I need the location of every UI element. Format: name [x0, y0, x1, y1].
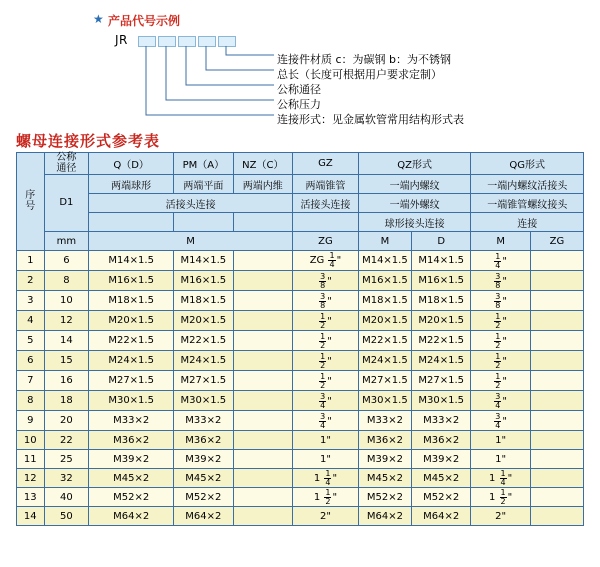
header-group-qg: QG形式 — [471, 153, 584, 175]
row-qz-m: M22×1.5 — [358, 331, 411, 351]
table-row — [17, 251, 584, 271]
header-sub-d-qz: D — [411, 232, 470, 251]
row-qz-d: M18×1.5 — [411, 291, 470, 311]
header-qz-ball-joint: 球形接头连接 — [358, 213, 471, 232]
table-row — [17, 411, 584, 431]
row-nominal-diameter: 40 — [44, 488, 89, 507]
row-qg-m: $\frac{1}{2}$ " — [471, 311, 530, 331]
row-nz-thread — [233, 507, 292, 526]
row-qz-m: M14×1.5 — [358, 251, 411, 271]
row-qz-d: M45×2 — [411, 469, 470, 488]
row-qg-zg — [530, 311, 583, 331]
header-serial: 序 号 — [17, 153, 45, 251]
row-gz-thread: ZG $\frac{1}{4}$ " — [293, 251, 359, 271]
row-q-thread: M52×2 — [89, 488, 174, 507]
row-serial: 14 — [17, 507, 45, 526]
header-gz-desc: 两端锥管 — [293, 175, 359, 194]
row-q-thread: M64×2 — [89, 507, 174, 526]
row-qg-m: $\frac{3}{4}$ " — [471, 391, 530, 411]
header-unit-mm: mm — [44, 232, 89, 251]
row-nominal-diameter: 32 — [44, 469, 89, 488]
row-qz-m: M39×2 — [358, 450, 411, 469]
row-serial: 2 — [17, 271, 45, 291]
row-pm-thread: M18×1.5 — [174, 291, 233, 311]
row-qg-m: 1 $\frac{1}{2}$ " — [471, 488, 530, 507]
row-qg-zg — [530, 488, 583, 507]
row-qg-zg — [530, 431, 583, 450]
row-serial: 12 — [17, 469, 45, 488]
row-nz-thread — [233, 251, 292, 271]
row-gz-thread: $\frac{1}{2}$ " — [293, 331, 359, 351]
row-nominal-diameter: 14 — [44, 331, 89, 351]
row-pm-thread: M33×2 — [174, 411, 233, 431]
header-blank-q — [89, 213, 174, 232]
row-nz-thread — [233, 331, 292, 351]
row-gz-thread: $\frac{1}{2}$ " — [293, 311, 359, 331]
header-qg-connection: 连接 — [471, 213, 584, 232]
row-qg-zg — [530, 371, 583, 391]
row-pm-thread: M27×1.5 — [174, 371, 233, 391]
table-body — [17, 251, 584, 526]
legend-item-length: 总长（长度可根据用户要求定制） — [277, 68, 442, 81]
row-pm-thread: M52×2 — [174, 488, 233, 507]
row-nz-thread — [233, 291, 292, 311]
row-q-thread: M27×1.5 — [89, 371, 174, 391]
product-code-diagram — [0, 0, 600, 126]
table-header-row-1 — [17, 153, 584, 175]
row-qz-m: M18×1.5 — [358, 291, 411, 311]
row-qz-d: M16×1.5 — [411, 271, 470, 291]
table-row — [17, 469, 584, 488]
row-nominal-diameter: 25 — [44, 450, 89, 469]
header-q-desc: 两端球形 — [89, 175, 174, 194]
header-group-qz: QZ形式 — [358, 153, 471, 175]
row-pm-thread: M36×2 — [174, 431, 233, 450]
header-qg-taper-thread: 一端锥管螺纹接头 — [471, 194, 584, 213]
header-group-pm: PM（A） — [174, 153, 233, 175]
header-nz-desc: 两端内维 — [233, 175, 292, 194]
row-qg-m: $\frac{1}{2}$ " — [471, 371, 530, 391]
row-nominal-diameter: 16 — [44, 371, 89, 391]
table-row — [17, 351, 584, 371]
row-pm-thread: M20×1.5 — [174, 311, 233, 331]
row-qz-d: M20×1.5 — [411, 311, 470, 331]
row-serial: 9 — [17, 411, 45, 431]
row-qz-d: M33×2 — [411, 411, 470, 431]
row-nz-thread — [233, 311, 292, 331]
row-qg-zg — [530, 291, 583, 311]
table-row — [17, 450, 584, 469]
row-serial: 10 — [17, 431, 45, 450]
header-sub-m-qg: M — [471, 232, 530, 251]
header-blank-gz — [293, 213, 359, 232]
row-serial: 4 — [17, 311, 45, 331]
row-qz-m: M27×1.5 — [358, 371, 411, 391]
legend-item-connection-type: 连接形式：见金属软管常用结构形式表 — [277, 113, 464, 126]
row-serial: 11 — [17, 450, 45, 469]
legend-item-nominal-diameter: 公称通径 — [277, 83, 321, 96]
row-qz-m: M16×1.5 — [358, 271, 411, 291]
row-qg-m: 1" — [471, 450, 530, 469]
row-qg-m: $\frac{1}{2}$ " — [471, 351, 530, 371]
row-nz-thread — [233, 411, 292, 431]
row-qz-d: M64×2 — [411, 507, 470, 526]
table-header-row-5 — [17, 232, 584, 251]
row-nz-thread — [233, 371, 292, 391]
row-serial: 3 — [17, 291, 45, 311]
row-qz-m: M30×1.5 — [358, 391, 411, 411]
row-nz-thread — [233, 271, 292, 291]
row-q-thread: M30×1.5 — [89, 391, 174, 411]
header-blank-pm — [174, 213, 233, 232]
row-q-thread: M33×2 — [89, 411, 174, 431]
diagram-title: 产品代号示例 — [108, 14, 181, 28]
nut-connection-table — [16, 152, 584, 526]
row-nz-thread — [233, 391, 292, 411]
row-qz-d: M14×1.5 — [411, 251, 470, 271]
table-title: 螺母连接形式参考表 — [16, 132, 161, 150]
row-gz-thread: 1" — [293, 450, 359, 469]
row-qg-zg — [530, 271, 583, 291]
header-qz-desc: 一端内螺纹 — [358, 175, 471, 194]
row-qg-m: $\frac{3}{4}$ " — [471, 411, 530, 431]
row-qg-m: 2" — [471, 507, 530, 526]
row-qz-d: M24×1.5 — [411, 351, 470, 371]
row-qg-zg — [530, 331, 583, 351]
row-gz-thread: $\frac{3}{8}$ " — [293, 271, 359, 291]
header-gz-union: 活接头连接 — [293, 194, 359, 213]
header-group-nz: NZ（C） — [233, 153, 292, 175]
row-qz-d: M52×2 — [411, 488, 470, 507]
row-pm-thread: M24×1.5 — [174, 351, 233, 371]
row-nominal-diameter: 12 — [44, 311, 89, 331]
row-qg-m: $\frac{1}{4}$ " — [471, 251, 530, 271]
row-q-thread: M14×1.5 — [89, 251, 174, 271]
table-header-row-2 — [17, 175, 584, 194]
header-sub-m-qz: M — [358, 232, 411, 251]
row-qg-m: $\frac{3}{8}$ " — [471, 291, 530, 311]
row-qz-m: M52×2 — [358, 488, 411, 507]
row-nominal-diameter: 22 — [44, 431, 89, 450]
row-q-thread: M36×2 — [89, 431, 174, 450]
row-qg-zg — [530, 251, 583, 271]
row-nz-thread — [233, 431, 292, 450]
row-pm-thread: M14×1.5 — [174, 251, 233, 271]
row-qg-m: $\frac{1}{2}$ " — [471, 331, 530, 351]
header-sub-m-left: M — [89, 232, 293, 251]
header-sub-zg-gz: ZG — [293, 232, 359, 251]
row-qz-m: M45×2 — [358, 469, 411, 488]
header-qz-outer-thread: 一端外螺纹 — [358, 194, 471, 213]
header-qg-desc: 一端内螺纹活接头 — [471, 175, 584, 194]
table-row — [17, 431, 584, 450]
header-blank-nz — [233, 213, 292, 232]
row-q-thread: M18×1.5 — [89, 291, 174, 311]
row-qg-zg — [530, 351, 583, 371]
row-qz-d: M27×1.5 — [411, 371, 470, 391]
header-group-q: Q（D） — [89, 153, 174, 175]
row-gz-thread: 1 $\frac{1}{4}$ " — [293, 469, 359, 488]
row-nominal-diameter: 10 — [44, 291, 89, 311]
header-d1-label: D1 — [59, 196, 74, 208]
header-d1 — [44, 175, 89, 232]
row-qg-m: $\frac{3}{8}$ " — [471, 271, 530, 291]
table-row — [17, 311, 584, 331]
row-qz-d: M22×1.5 — [411, 331, 470, 351]
row-q-thread: M20×1.5 — [89, 311, 174, 331]
row-q-thread: M24×1.5 — [89, 351, 174, 371]
row-nz-thread — [233, 450, 292, 469]
table-row — [17, 391, 584, 411]
row-pm-thread: M64×2 — [174, 507, 233, 526]
row-nominal-diameter: 50 — [44, 507, 89, 526]
row-pm-thread: M22×1.5 — [174, 331, 233, 351]
row-serial: 13 — [17, 488, 45, 507]
row-nominal-diameter: 18 — [44, 391, 89, 411]
row-qz-m: M20×1.5 — [358, 311, 411, 331]
row-serial: 1 — [17, 251, 45, 271]
table-row — [17, 291, 584, 311]
row-q-thread: M39×2 — [89, 450, 174, 469]
row-nominal-diameter: 20 — [44, 411, 89, 431]
row-pm-thread: M30×1.5 — [174, 391, 233, 411]
header-sub-zg-qg: ZG — [530, 232, 583, 251]
row-qg-zg — [530, 507, 583, 526]
row-gz-thread: 1 $\frac{1}{2}$ " — [293, 488, 359, 507]
row-qz-m: M36×2 — [358, 431, 411, 450]
row-qg-zg — [530, 391, 583, 411]
row-q-thread: M45×2 — [89, 469, 174, 488]
table-header-row-4 — [17, 213, 584, 232]
table-row — [17, 271, 584, 291]
row-qg-zg — [530, 450, 583, 469]
row-qg-m: 1 $\frac{1}{4}$ " — [471, 469, 530, 488]
row-gz-thread: $\frac{3}{8}$ " — [293, 291, 359, 311]
table-row — [17, 331, 584, 351]
header-left-union: 活接头连接 — [89, 194, 293, 213]
row-gz-thread: $\frac{3}{4}$ " — [293, 391, 359, 411]
row-nominal-diameter: 6 — [44, 251, 89, 271]
row-qz-m: M33×2 — [358, 411, 411, 431]
row-qz-m: M64×2 — [358, 507, 411, 526]
legend-item-nominal-pressure: 公称压力 — [277, 98, 321, 111]
row-pm-thread: M45×2 — [174, 469, 233, 488]
table-row — [17, 488, 584, 507]
row-qz-d: M30×1.5 — [411, 391, 470, 411]
row-serial: 8 — [17, 391, 45, 411]
row-gz-thread: $\frac{3}{4}$ " — [293, 411, 359, 431]
legend-item-material: 连接件材质 c：为碳钢 b：为不锈钢 — [277, 53, 452, 66]
row-nz-thread — [233, 469, 292, 488]
header-pm-desc: 两端平面 — [174, 175, 233, 194]
row-qz-m: M24×1.5 — [358, 351, 411, 371]
row-serial: 6 — [17, 351, 45, 371]
row-qg-m: 1" — [471, 431, 530, 450]
row-gz-thread: 1" — [293, 431, 359, 450]
row-gz-thread: 2" — [293, 507, 359, 526]
code-prefix: JR — [115, 33, 128, 47]
row-nz-thread — [233, 351, 292, 371]
row-q-thread: M16×1.5 — [89, 271, 174, 291]
row-gz-thread: $\frac{1}{2}$ " — [293, 371, 359, 391]
header-group-gz: GZ — [293, 153, 359, 175]
table-header-row-3 — [17, 194, 584, 213]
row-nominal-diameter: 15 — [44, 351, 89, 371]
row-q-thread: M22×1.5 — [89, 331, 174, 351]
table-row — [17, 371, 584, 391]
row-pm-thread: M39×2 — [174, 450, 233, 469]
row-pm-thread: M16×1.5 — [174, 271, 233, 291]
row-qz-d: M36×2 — [411, 431, 470, 450]
star-icon: ★ — [93, 12, 104, 26]
table-row — [17, 507, 584, 526]
row-nominal-diameter: 8 — [44, 271, 89, 291]
row-qz-d: M39×2 — [411, 450, 470, 469]
header-nominal-diameter: 公称 通径 — [44, 153, 89, 175]
row-gz-thread: $\frac{1}{2}$ " — [293, 351, 359, 371]
row-serial: 7 — [17, 371, 45, 391]
row-qg-zg — [530, 469, 583, 488]
row-serial: 5 — [17, 331, 45, 351]
row-nz-thread — [233, 488, 292, 507]
row-qg-zg — [530, 411, 583, 431]
